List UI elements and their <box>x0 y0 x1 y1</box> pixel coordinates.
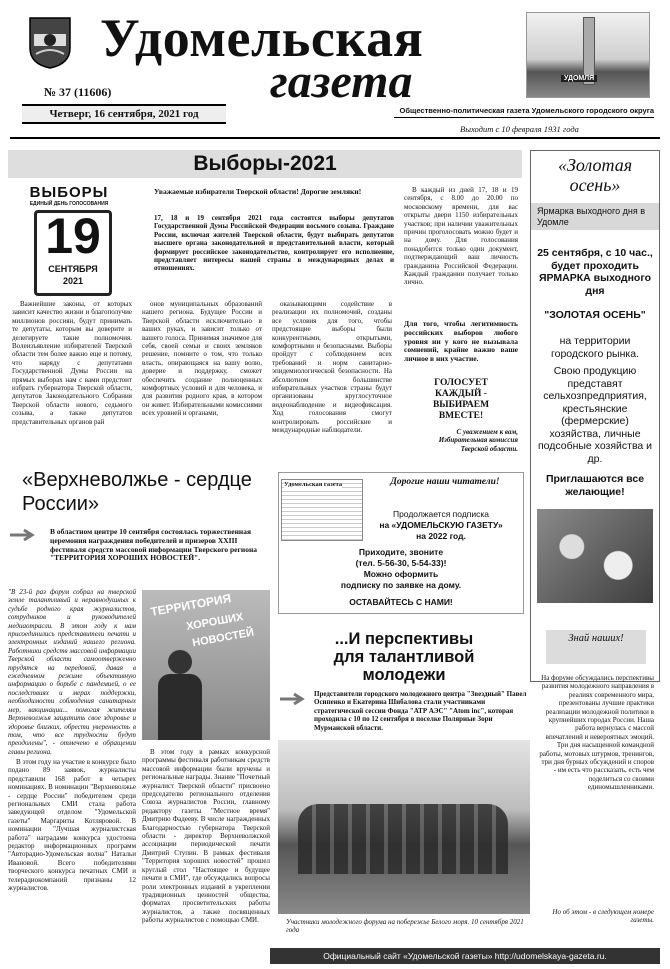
elections-greeting: Уважаемые избиратели Тверской области! Дорогие земляки! <box>154 187 362 196</box>
zolotaya-p1: 25 сентября, с 10 час., будет проходить ЯРМАРКА выходного дня <box>537 247 653 297</box>
subscription-phones: (тел. 5-56-30, 5-54-33)! <box>355 558 447 568</box>
masthead-subtitle-word: газета <box>270 55 413 108</box>
subscription-title: Дорогие наши читатели! <box>390 477 500 487</box>
youth-group-photo <box>278 740 530 914</box>
verkhne-col-1: В этом году на участие в конкурсе было подано 89 заявок, журналисты представили 168 работ в четырех номинациях. В номинации "Верхневолжье - сердце России" победителем среди региональных СМИ стала работа заведующей отделом "Удомельской газеты" Маргариты Котляровой. В номинации "Лучшая журналистская работа" наградами конкурса удостоена редактор информационных программ "Авторадио-Удомельская волна" Натальи Ивановой. Всего победителями творческого конкурса печатных СМИ и телерадиокомпаний признаны 12 журналистов. <box>8 758 136 893</box>
verkhne-lead: В областном центре 10 сентября состоялась торжественная церемония награждения победителей и призеров XXIII фестиваля средств массовой информации Тверского региона "ТЕРРИТОРИЯ ХОРОШИХ НОВОСТЕЙ". <box>50 527 258 563</box>
published-since: Выходит с 10 февраля 1931 года <box>460 124 579 134</box>
zolotaya-p1b: "ЗОЛОТАЯ ОСЕНЬ" <box>544 309 646 321</box>
elections-sign: С уважением к вам, Избирательная комиссия Тверской области. <box>438 428 518 453</box>
youth-section <box>278 622 530 946</box>
issue-date: Четверг, 16 сентября, 2021 год <box>22 104 226 124</box>
masthead <box>0 0 670 140</box>
newspaper-thumbnail <box>281 479 363 541</box>
youth-caption: Участники молодежного форума на побережье Белого моря. 10 сентября 2021 года <box>286 918 524 935</box>
znai-section <box>534 626 658 946</box>
elections-heading: Выборы-2021 <box>8 150 522 178</box>
festival-photo <box>142 590 270 740</box>
znai-heading: Знай наших! <box>546 630 646 664</box>
subscription-box <box>278 472 524 614</box>
monument-sign: УДОМЛЯ <box>561 75 597 82</box>
arrow-icon-2 <box>278 692 308 706</box>
elections-call: ГОЛОСУЕТ КАЖДЫЙ - ВЫБИРАЕМ ВМЕСТЕ! <box>432 378 490 421</box>
elections-logo <box>12 184 126 294</box>
zolotaya-p1c: на территории городского рынка. <box>551 335 639 360</box>
subscription-line-5: Можно оформить <box>363 569 439 579</box>
subscription-footer: ОСТАВАЙТЕСЬ С НАМИ! <box>349 597 453 607</box>
elections-col-4-bold: Для того, чтобы легитимность российских выборов любого уровня ни у кого не вызывала сомнений, крайне важно ваше личное в них участие. <box>404 319 518 364</box>
youth-heading-1: ...И перспективы <box>334 630 474 648</box>
festival-photo-label-1: ТЕРРИТОРИЯ <box>149 591 233 619</box>
monument-photo <box>526 12 650 98</box>
znai-end: Но об этом - в следующем номере газеты. <box>552 908 654 925</box>
zolotaya-p2: Свою продукцию представят сельхозпредприятия, крестьянские (фермерские) хозяйства, личные подсобные хозяйства и др. <box>537 365 653 465</box>
elections-logo-day: 19 <box>45 208 101 264</box>
youth-heading-2: для талантливой <box>333 648 475 666</box>
subscription-line-3: на 2022 год. <box>416 531 466 541</box>
zolotaya-heading: «Золотая осень» <box>557 155 633 195</box>
elections-col-2: онов муниципальных образований нашего региона. Будущее России и Тверской области исключительно в ваших руках, и зависит только от вашего голоса. Принимая значимое для себя, своей семьи и своих земляков решение, помните о том, что только власть, опирающаяся на вашу волю, доверие и поддержку, сможет обеспечить создание полноценных комфортных условий и для человека, и для развития родного края, в котором он живет. Избирательными комиссиями всех уровней и органами, <box>142 300 262 418</box>
verkhne-heading: «Верхневолжье - сердце России» <box>22 469 252 515</box>
vegetables-photo <box>537 509 653 603</box>
arrow-icon <box>8 528 38 542</box>
footer-bar: Официальный сайт «Удомельской газеты» http://udomelskaya-gazeta.ru. <box>270 948 660 964</box>
verkhne-quote: "В 23-й раз форум собрал на тверской земле талантливый и неравнодушных к судьбе родного края журналистов, сотрудников и руководителей медиаотрасли. В этом году к нам присоединились представители печати и электронных изданий нашего региона. Работники средств массовой информации Тверской области самоотверженно трудятся на передовой, давая в ежедневном режиме объективную информацию о борьбе с пандемией, о ее последствиях и мерах поддержки, необходимости соблюдения санитарных мер, вакцинации... помогая жителям Верхневолжья защитить свое здоровье и здоровье близких, обрести уверенность в том, что все трудности будут преодолены", - отмечено в обращении главы региона. <box>8 588 136 756</box>
elections-col-4: В каждый из дней 17, 18 и 19 сентября, с 8.00 до 20.00 по московскому времени, для вас открыты двери 1150 избирательных участков; при наличии уважительных причин проголосовать можно будет и на дому. Для голосования понадобится только один документ, подтверждающий ваш личность гражданина Российской Федерации. Каждый гражданин получает только лично. <box>404 186 518 287</box>
elections-col-1: Важнейшие законы, от которых зависит качество жизни и благополучие миллионов россиян, будут принимать те депутаты, которым вы доверите и делегируете такие полномочия. Волеизъявление избирателей Тверской области тем более важно еще и потому, что наряду с депутатами Государственной Думы России на прямых выборах нам с вами предстоит избрать губернатора Тверской области, депутатов Законодательного Собрания Тверской области нового, седьмого созыва, а также депутатов представительных органов рай <box>12 300 132 426</box>
elections-section <box>8 150 522 462</box>
newspaper-thumbnail-title: Удомельская газета <box>284 481 343 488</box>
subscription-line-4: Приходите, звоните <box>358 547 444 557</box>
subscription-line-2: на «УДОМЕЛЬСКУЮ ГАЗЕТУ» <box>379 520 503 530</box>
zolotaya-subheading: Ярмарка выходного дня в Удомле <box>531 203 659 230</box>
newspaper-description: Общественно-политическая газета Удомельского городского округа <box>394 106 654 118</box>
festival-photo-label-3: НОВОСТЕЙ <box>191 626 255 650</box>
coat-of-arms-icon <box>28 16 72 70</box>
issue-number: № 37 (11606) <box>44 85 112 99</box>
youth-heading-3: молодежи <box>362 666 446 684</box>
elections-logo-month: СЕНТЯБРЯ <box>48 264 98 274</box>
elections-col-3: оказывающими содействие в реализации их полномочий, созданы все условия для того, чтобы предстоящие выборы были конкурентными, открытыми, комфортными и безопасными. Выборы пройдут с соблюдением всех требований и норм санитарно-эпидемиологической безопасности. На абсолютном большинстве избирательных участков страны будут организованы круглосуточное видеонаблюдение и видеофиксация. Ход голосования смогут контролировать российские и международные наблюдатели. <box>272 300 392 435</box>
verkhne-col-2: В этом году в рамках конкурсной программы фестиваля работникам средств массовой информации были вручены и региональные награды. Знание "Почетный журналист Тверской области" присвоено председателю регионального отделения Союза журналистов России, главному редактору газеты "Местное время" Дмитрию Фадееву. В числе награжденных Благодарностью губернатора Тверской области - директор Верхневолжской ассоциации периодической печати Дмитрий Ступин. В рамках фестиваля "Территория хороших новостей" прошел круглый стол "Настоящее и будущее печати в СМИ", где обсуждались вопросы роли электронных изданий в укреплении традиционных ценностей общества, форматах просветительских работы журналистов, а также посвященных работы журналистов с помощью СМИ. <box>142 748 270 925</box>
youth-lead: Представители городского молодежного центра "Звездный" Павел Осипенко и Екатерина Шибалова стали участниками стратегической сессии Фонда "АТР АЭС" "Atom inc", которая проходила с 10 по 12 сентября в поселке Полярные Зори Мурманской области. <box>314 690 527 732</box>
subscription-line-6: подписку по заявке на дому. <box>340 580 462 590</box>
verkhne-section <box>8 468 270 946</box>
masthead-rule <box>10 137 660 139</box>
elections-logo-word: ВЫБОРЫ <box>29 184 109 201</box>
subscription-line-1: Продолжается подписка <box>392 509 490 519</box>
zolotaya-p3: Приглашаются все желающие! <box>545 473 645 498</box>
masthead-title: Удомельская <box>100 8 424 68</box>
elections-logo-year: 2021 <box>62 276 84 286</box>
elections-logo-sub: ЕДИНЫЙ ДЕНЬ ГОЛОСОВАНИЯ <box>29 201 109 207</box>
znai-text: На форуме обсуждались перспективы развития молодежного направления в реалиях современного мира, презентованы лучшие практики реализации молодежной политики в крупнейших городах России. Наша работа вернулась с массой впечатлений и невероятных эмоций. Три дня насыщенной командной работы, мотовых штурмов, тренингов, три дня бурных обсуждений и споров - им есть что рассказать, есть чем поделиться со своими единомышленниками. <box>539 674 654 792</box>
festival-photo-label-2: ХОРОШИХ <box>185 611 245 633</box>
zolotaya-osen-section <box>530 150 660 682</box>
elections-lead: 17, 18 и 19 сентября 2021 года состоятся выборы депутатов Государственной Думы Российской Федерации восьмого созыва. Граждане России, включая жителей Тверской области, будут выбирать депутатов высшего органа законодательной и представительной власти, который формирует российское законодательство, контролирует его исполнение, представляет интересы нашей страны в международных делах и отношениях. <box>154 214 394 273</box>
